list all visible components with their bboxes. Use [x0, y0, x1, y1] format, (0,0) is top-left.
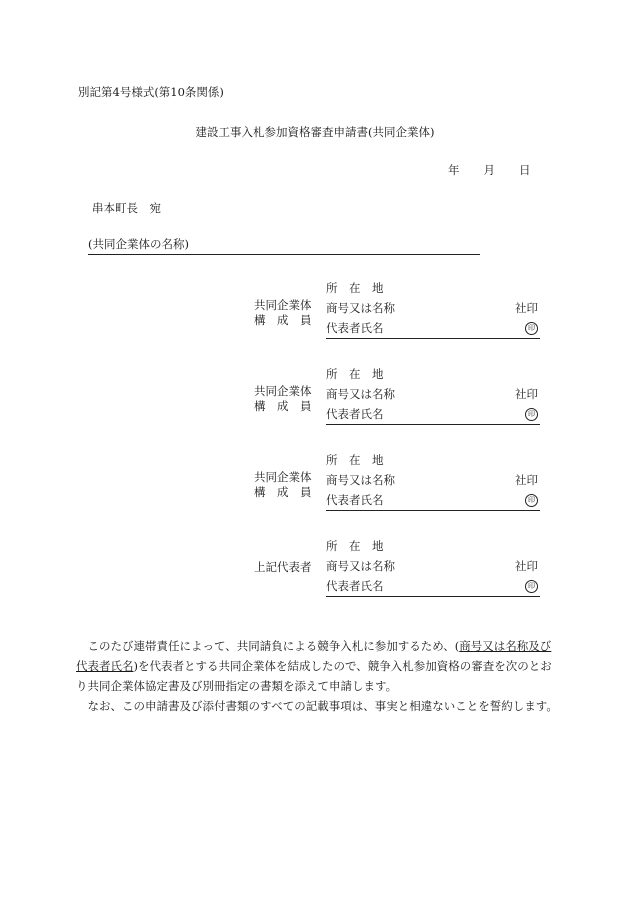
company-seal-label: 社印 [515, 473, 538, 487]
declaration-text [76, 636, 562, 716]
declaration-paragraph-2: なお、この申請書及び添付書類のすべての記載事項は、事実と相違ないことを誓約します。 [76, 699, 558, 713]
member-block-2 [250, 364, 540, 424]
company-row[interactable]: 商号又は名称 社印 [326, 298, 540, 318]
address-row[interactable]: 所 在 地 [326, 453, 384, 467]
representative-row[interactable]: 代表者氏名 印 [326, 576, 540, 597]
form-number: 別記第4号様式(第10条関係) [78, 85, 224, 99]
address-row[interactable]: 所 在 地 [326, 367, 384, 381]
member-role: 共同企業体 構 成 員 [254, 298, 312, 327]
company-row[interactable]: 商号又は名称 社印 [326, 470, 540, 490]
company-row[interactable]: 商号又は名称 社印 [326, 384, 540, 404]
representative-row[interactable]: 代表者氏名 印 [326, 318, 540, 339]
representative-row[interactable]: 代表者氏名 印 [326, 404, 540, 425]
company-seal-label: 社印 [515, 559, 538, 573]
company-seal-label: 社印 [515, 387, 538, 401]
representative-row[interactable]: 代表者氏名 印 [326, 490, 540, 511]
member-block-1 [250, 278, 540, 338]
jv-name-label: (共同企業体の名称) [88, 237, 189, 251]
addressee: 串本町長 宛 [92, 201, 161, 215]
date-year-label: 年 [448, 163, 460, 177]
seal-icon: 印 [525, 494, 538, 507]
member-block-3 [250, 450, 540, 510]
member-role: 共同企業体 構 成 員 [254, 384, 312, 413]
date-day-label: 日 [519, 163, 531, 177]
member-fields [326, 450, 540, 511]
address-row[interactable]: 所 在 地 [326, 539, 384, 553]
member-fields [326, 364, 540, 425]
address-row[interactable]: 所 在 地 [326, 281, 384, 295]
date-month-label: 月 [483, 163, 495, 177]
seal-icon: 印 [525, 322, 538, 335]
jv-name-field[interactable] [88, 236, 480, 255]
date-line [448, 162, 531, 178]
company-row[interactable]: 商号又は名称 社印 [326, 556, 540, 576]
member-block-representative [250, 536, 540, 596]
document-title: 建設工事入札参加資格審査申請書(共同企業体) [195, 125, 435, 139]
member-fields [326, 536, 540, 597]
seal-icon: 印 [525, 580, 538, 593]
company-seal-label: 社印 [515, 301, 538, 315]
member-role: 上記代表者 [254, 560, 312, 574]
member-fields [326, 278, 540, 339]
declaration-paragraph-1: このたび連帯責任によって、共同請負による競争入札に参加するため、(商号又は名称及び代表者氏名)を代表者とする共同企業体を結成したので、競争入札参加資格の審査を次のとおり共同企業体協定書及び別冊指定の書類を添えて申請します。 [76, 639, 552, 693]
seal-icon: 印 [525, 408, 538, 421]
member-role: 共同企業体 構 成 員 [254, 470, 312, 499]
company-name-reference: 商号又は名称及び代表者氏名 [76, 639, 552, 673]
